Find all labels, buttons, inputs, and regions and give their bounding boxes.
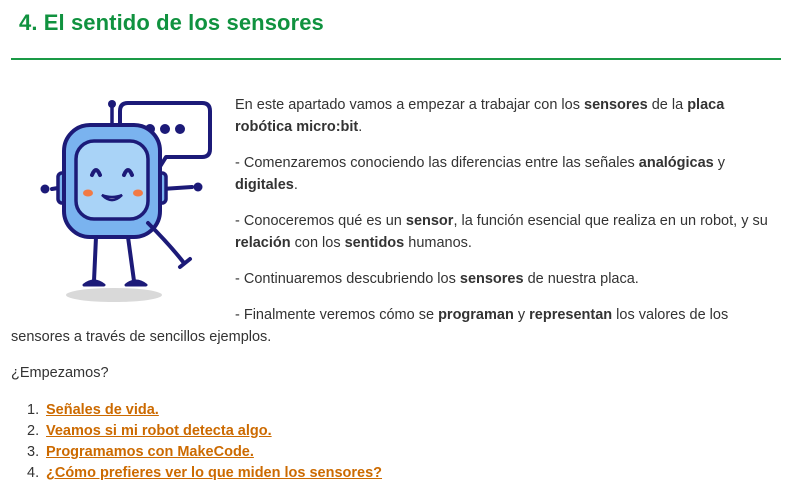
text-run: humanos. bbox=[404, 234, 472, 251]
bold-term: digitales bbox=[235, 176, 294, 193]
bold-term: sensores bbox=[459, 271, 524, 287]
list-number: 3. bbox=[27, 444, 40, 460]
intro-paragraph-5 bbox=[11, 305, 781, 348]
section-list-item bbox=[27, 400, 382, 421]
text-run: los valores de los sensores a través de sencillos ejemplos. bbox=[11, 307, 729, 345]
link-senales-de-vida[interactable]: Señales de vida. bbox=[46, 402, 159, 418]
text-run: . bbox=[358, 118, 363, 135]
text-run: - Comenzaremos conociendo las diferencias entre las señales bbox=[235, 155, 639, 171]
text-run: - Finalmente veremos cómo se bbox=[235, 307, 439, 323]
intro-paragraph-4 bbox=[235, 269, 781, 291]
bold-term: sentidos bbox=[344, 234, 405, 251]
text-run: En este apartado vamos a empezar a trabajar con los bbox=[235, 97, 584, 113]
link-veamos-si-mi-robot-detecta[interactable]: Veamos si mi robot detecta algo. bbox=[46, 423, 272, 439]
list-number: 2. bbox=[27, 423, 40, 439]
link-programamos-con-makecode[interactable]: Programamos con MakeCode. bbox=[46, 444, 254, 460]
intro-paragraph-2 bbox=[235, 153, 781, 196]
bold-term: sensores bbox=[584, 97, 648, 113]
bold-term: sensor bbox=[405, 213, 454, 229]
intro-paragraph-3 bbox=[235, 211, 781, 254]
section-list-item bbox=[27, 442, 382, 463]
bold-term: representan bbox=[529, 307, 613, 323]
bold-term: relación bbox=[235, 234, 291, 251]
text-run: con los bbox=[290, 234, 345, 251]
bold-term: placa robótica micro:bit bbox=[235, 97, 725, 135]
list-number: 1. bbox=[27, 402, 40, 418]
bold-term: analógicas bbox=[638, 155, 714, 171]
section-link-list bbox=[27, 400, 382, 484]
text-run: - Continuaremos descubriendo los bbox=[235, 271, 460, 287]
text-run: , la función esencial que realiza en un robot, y su bbox=[453, 213, 768, 229]
robot-mascot-icon bbox=[30, 95, 216, 307]
page-title: 4. El sentido de los sensores bbox=[19, 10, 324, 35]
list-number: 4. bbox=[27, 465, 40, 481]
text-run: y bbox=[513, 307, 530, 323]
section-list-item bbox=[27, 463, 382, 484]
intro-question bbox=[11, 363, 781, 385]
title-divider bbox=[11, 58, 781, 60]
link-como-prefieres-ver[interactable]: ¿Cómo prefieres ver lo que miden los sensores? bbox=[46, 465, 383, 481]
text-run: . bbox=[293, 176, 298, 193]
text-run: de nuestra placa. bbox=[523, 271, 639, 287]
section-list-item bbox=[27, 421, 382, 442]
text-run: de la bbox=[647, 97, 688, 113]
text-run: - Conoceremos qué es un bbox=[235, 213, 406, 229]
text-run: y bbox=[713, 155, 726, 171]
bold-term: programan bbox=[438, 307, 514, 323]
intro-paragraph-1 bbox=[235, 95, 781, 138]
text-run: ¿Empezamos? bbox=[11, 365, 109, 381]
